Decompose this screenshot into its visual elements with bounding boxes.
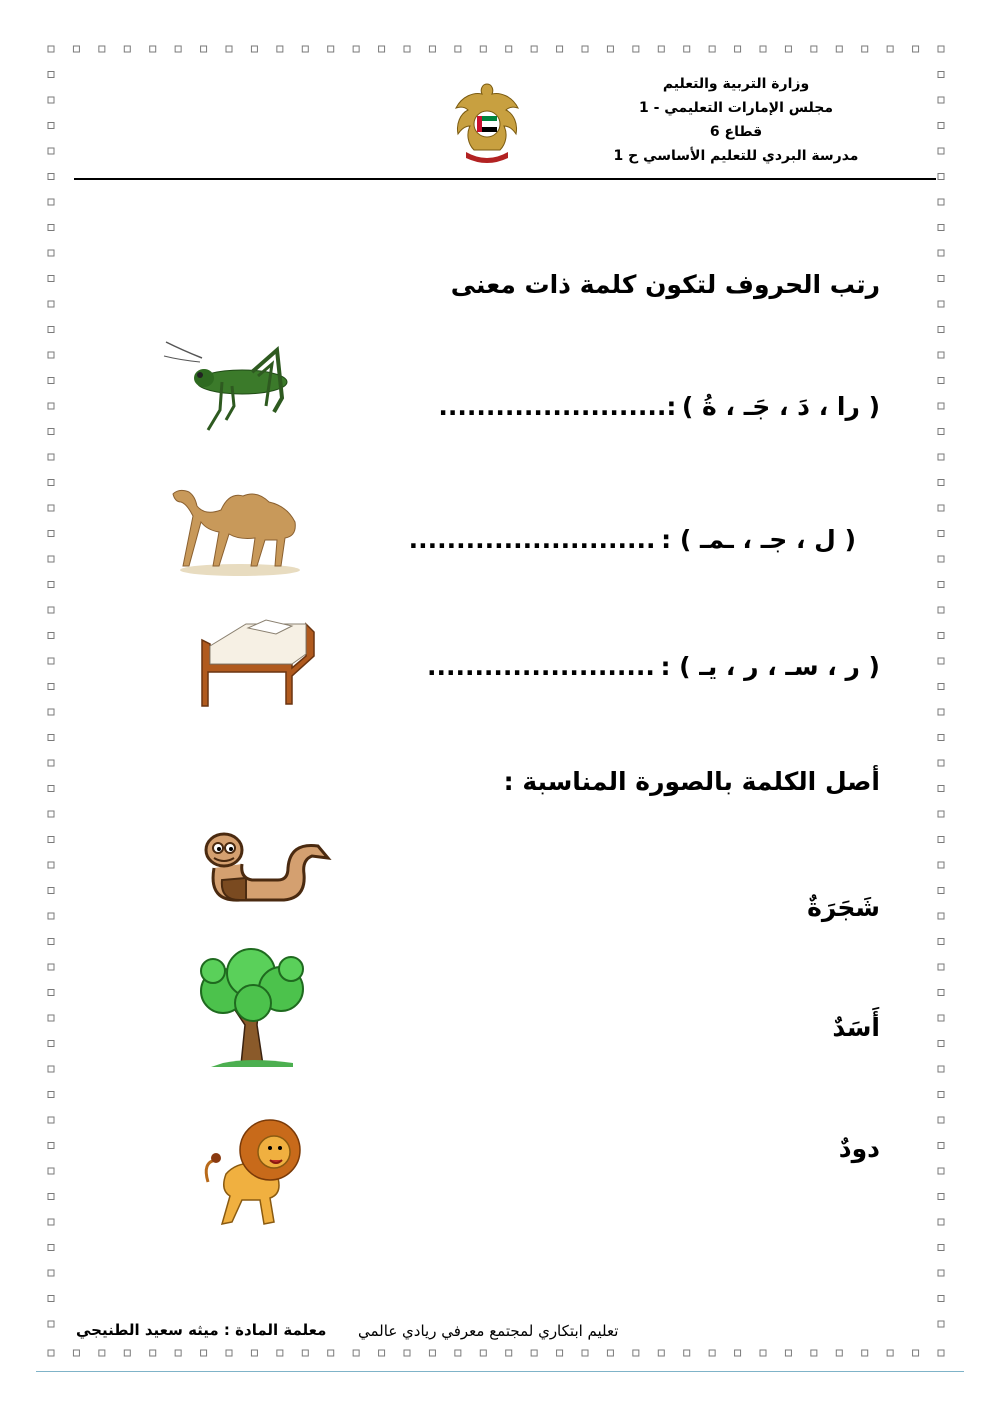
border-dot [379,46,385,52]
border-dot [353,46,359,52]
border-dot [73,1350,79,1356]
border-dot [48,760,54,766]
border-dot [48,225,54,231]
border-dot [48,582,54,588]
border-dot [938,531,944,537]
border-dot [277,1350,283,1356]
border-dot [938,556,944,562]
camel-picture [165,482,315,577]
border-dot [684,46,690,52]
border-dot [48,378,54,384]
border-dot [48,837,54,843]
bed-picture [196,616,318,708]
border-dot [531,46,537,52]
border-dot [48,607,54,613]
uae-emblem-icon [452,78,522,166]
border-dot [531,1350,537,1356]
border-dot [277,46,283,52]
border-dot [938,199,944,205]
border-dot [811,46,817,52]
border-dot [938,888,944,894]
border-dot [48,1296,54,1302]
tree-picture [193,945,309,1069]
border-dot [48,1041,54,1047]
border-dot [48,913,54,919]
border-dot [48,1245,54,1251]
border-dot [938,250,944,256]
border-dot [48,531,54,537]
border-dot [48,276,54,282]
border-dot [48,46,54,52]
border-dot [99,46,105,52]
footer-motto: تعليم ابتكاري لمجتمع معرفي ريادي عالمي [358,1322,619,1340]
border-dot [607,1350,613,1356]
border-dot [455,46,461,52]
border-dot [658,46,664,52]
border-dot [150,46,156,52]
border-dot [48,633,54,639]
border-dot [48,964,54,970]
border-dot [506,46,512,52]
border-dot [785,1350,791,1356]
border-dot [938,862,944,868]
exercise-1-letters: ( را ، دَ ، جَـ ، ةُ ) [681,392,880,421]
border-dot [760,46,766,52]
exercise-1-answer-blank[interactable]: :........................ [438,392,677,421]
exercise-2-answer-blank[interactable]: .......................... [408,525,656,554]
border-dot [201,46,207,52]
border-dot [48,1066,54,1072]
border-dot [302,1350,308,1356]
border-dot [48,352,54,358]
border-dot [938,123,944,129]
border-dot [938,429,944,435]
border-dot [938,72,944,78]
border-dot [938,735,944,741]
match-word-worm: دودٌ [838,1134,880,1163]
border-dot [938,174,944,180]
border-dot [48,72,54,78]
border-dot [938,633,944,639]
border-dot [709,1350,715,1356]
border-dot [48,735,54,741]
border-dot [887,1350,893,1356]
border-dot [48,684,54,690]
border-dot [48,786,54,792]
border-dot [938,837,944,843]
border-dot [938,913,944,919]
border-dot [455,1350,461,1356]
border-dot [582,1350,588,1356]
border-dot [353,1350,359,1356]
border-dot [48,148,54,154]
border-dot [99,1350,105,1356]
border-dot [124,1350,130,1356]
border-dot [938,480,944,486]
border-dot [862,1350,868,1356]
lion-picture [198,1112,308,1230]
border-dot [938,939,944,945]
border-dot [48,709,54,715]
border-dot [48,199,54,205]
border-dot [938,352,944,358]
border-dot [938,1092,944,1098]
border-dot [150,1350,156,1356]
exercise-3 [427,652,880,681]
border-dot [48,1092,54,1098]
border-dot [48,1194,54,1200]
border-dot [938,964,944,970]
border-dot [607,46,613,52]
ministry-name: وزارة التربية والتعليم [662,76,810,92]
border-dot [48,1321,54,1327]
border-dot [811,1350,817,1356]
border-dot [938,811,944,817]
border-dot [938,1245,944,1251]
border-dot [938,684,944,690]
border-dot [48,862,54,868]
border-dot [938,1321,944,1327]
border-dot [938,1066,944,1072]
border-dot [938,378,944,384]
border-dot [251,1350,257,1356]
border-dot [73,46,79,52]
border-dot [938,301,944,307]
border-dot [938,607,944,613]
exercise-2-letters: ( ل ، جـ ، ـمـ ) : [661,525,856,554]
border-dot [48,1168,54,1174]
border-dot [938,786,944,792]
exercise-2 [409,525,856,554]
border-dot [862,46,868,52]
grasshopper-picture [162,340,292,435]
border-dot [709,46,715,52]
border-dot [48,1143,54,1149]
border-dot [48,480,54,486]
footer-teacher-name: معلمة المادة : ميثه سعيد الطنيجي [76,1321,327,1339]
border-dot [48,990,54,996]
border-dot [48,1219,54,1225]
border-dot [938,46,944,52]
border-dot [48,1015,54,1021]
border-dot [938,454,944,460]
border-dot [735,1350,741,1356]
match-word-lion: أَسَدٌ [832,1013,880,1042]
border-dot [658,1350,664,1356]
border-dot [404,1350,410,1356]
border-dot [938,1168,944,1174]
border-dot [836,1350,842,1356]
match-word-tree: شَجَرَةٌ [807,893,880,922]
border-dot [48,250,54,256]
border-dot [938,1219,944,1225]
border-dot [760,1350,766,1356]
border-dot [328,1350,334,1356]
border-dot [379,1350,385,1356]
border-dot [48,1117,54,1123]
border-dot [938,225,944,231]
border-dot [938,709,944,715]
border-dot [506,1350,512,1356]
border-dot [124,46,130,52]
border-dot [836,46,842,52]
border-dot [48,454,54,460]
border-dot [582,46,588,52]
border-dot [557,1350,563,1356]
border-dot [48,174,54,180]
border-dot [429,1350,435,1356]
border-dot [175,1350,181,1356]
border-dot [48,301,54,307]
border-dot [938,1041,944,1047]
border-dot [480,1350,486,1356]
school-name: مدرسة البردي للتعليم الأساسي ح 1 [613,148,859,164]
border-dot [938,1270,944,1276]
border-dot [404,46,410,52]
border-dot [48,97,54,103]
header-divider [74,178,936,180]
border-dot [201,1350,207,1356]
council-name: مجلس الإمارات التعليمي - 1 [638,100,834,116]
border-dot [938,1143,944,1149]
border-dot [938,1296,944,1302]
border-dot [48,939,54,945]
border-dot [48,505,54,511]
border-dot [938,505,944,511]
border-dot [938,582,944,588]
exercise-3-answer-blank[interactable]: ........................ [426,652,655,681]
border-dot [938,97,944,103]
border-dot [938,403,944,409]
border-dot [938,1015,944,1021]
border-dot [226,46,232,52]
border-dot [48,658,54,664]
border-dot [48,403,54,409]
border-dot [175,46,181,52]
border-dot [48,123,54,129]
border-dot [633,46,639,52]
border-dot [938,760,944,766]
exercise-1 [438,392,880,421]
border-dot [785,46,791,52]
border-dot [251,46,257,52]
border-dot [913,1350,919,1356]
border-dot [48,556,54,562]
border-dot [633,1350,639,1356]
border-dot [938,148,944,154]
border-dot [887,46,893,52]
sector-name: قطاع 6 [709,124,763,140]
border-dot [938,276,944,282]
border-dot [48,811,54,817]
border-dot [557,46,563,52]
border-dot [48,429,54,435]
school-header [576,72,896,168]
exercise-3-letters: ( ر ، سـ ، ر ، يـ ) : [660,652,880,681]
border-dot [328,46,334,52]
border-dot [226,1350,232,1356]
section2-title: أصل الكلمة بالصورة المناسبة : [503,767,880,796]
border-dot [48,888,54,894]
border-dot [938,1117,944,1123]
border-dot [938,658,944,664]
bottom-divider [36,1371,964,1372]
section1-title: رتب الحروف لتكون كلمة ذات معنى [450,270,880,299]
border-dot [48,1270,54,1276]
border-dot [48,327,54,333]
border-dot [48,1350,54,1356]
border-dot [480,46,486,52]
border-dot [938,1194,944,1200]
border-dot [302,46,308,52]
worm-picture [200,828,332,908]
border-dot [938,1350,944,1356]
border-dot [913,46,919,52]
border-dot [938,327,944,333]
border-dot [735,46,741,52]
border-dot [684,1350,690,1356]
border-dot [938,990,944,996]
border-dot [429,46,435,52]
